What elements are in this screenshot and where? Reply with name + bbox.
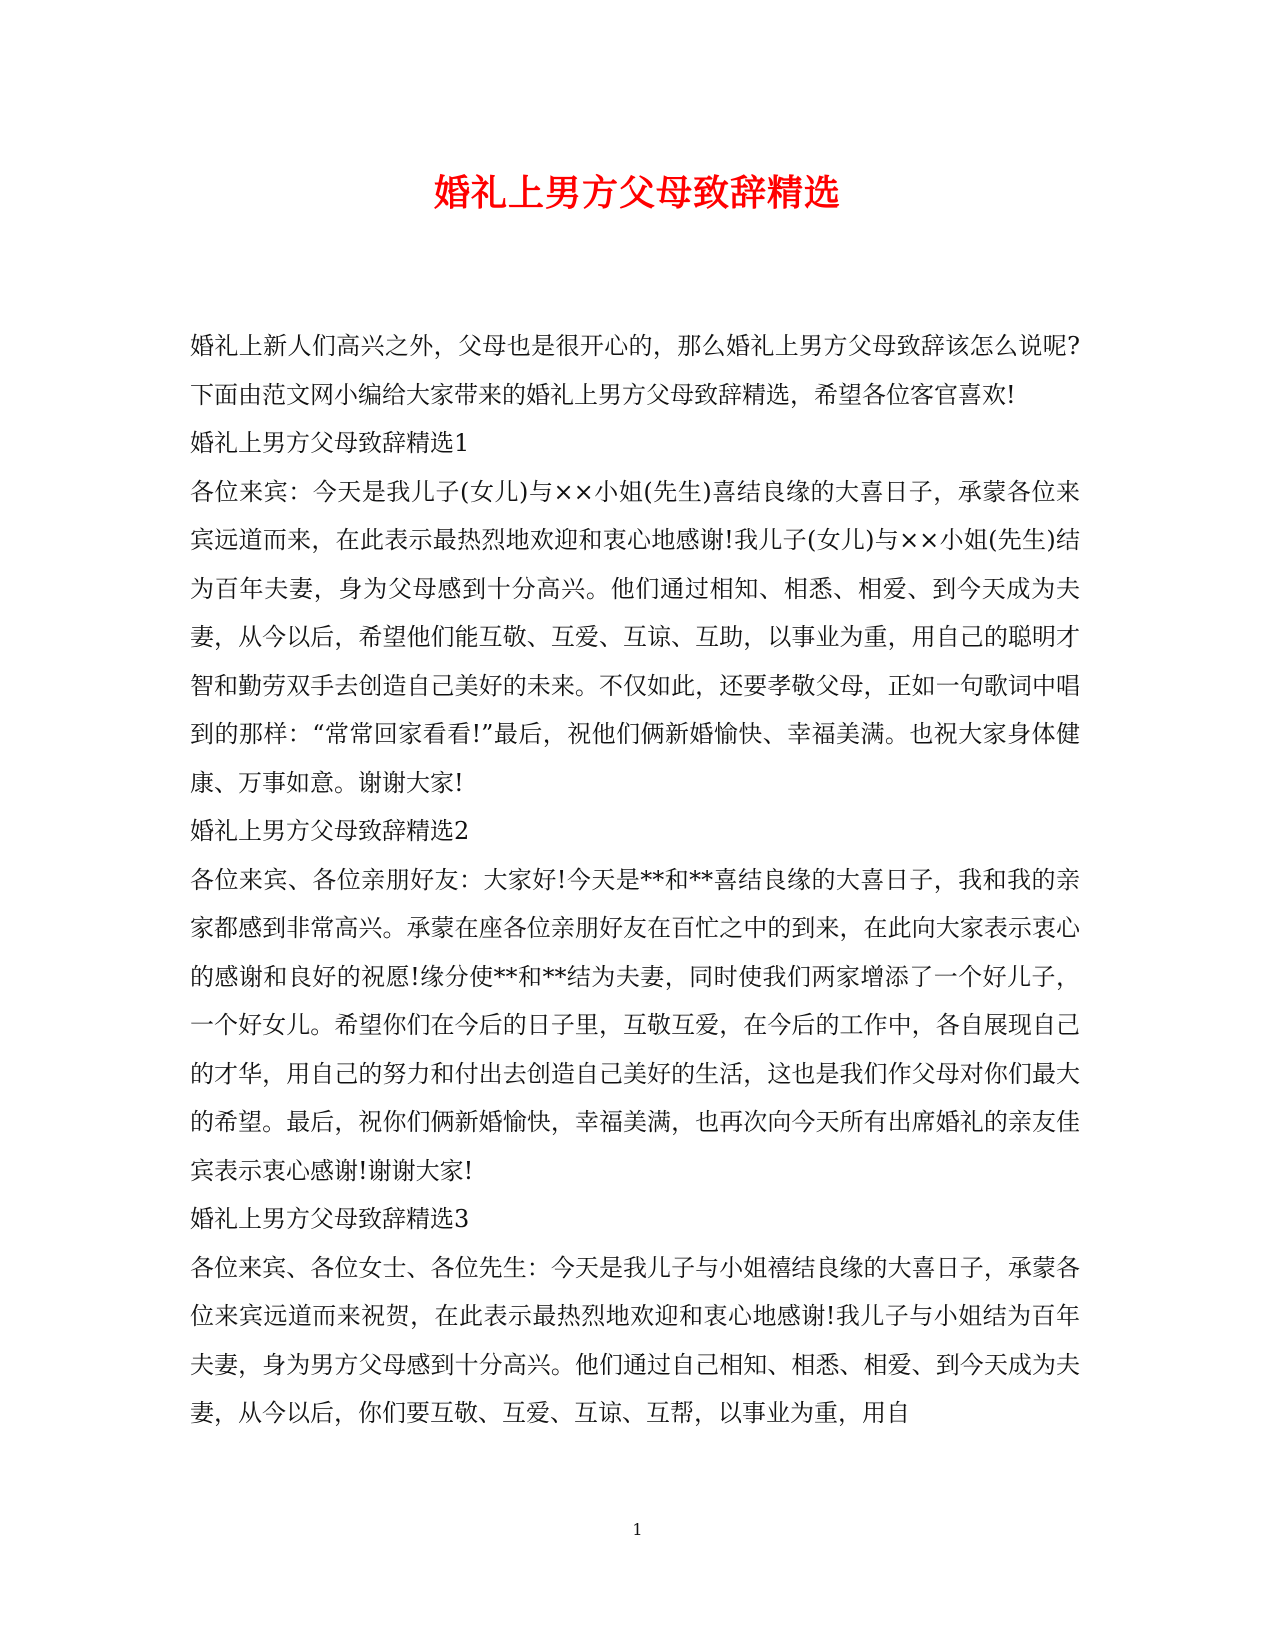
intro-paragraph: 婚礼上新人们高兴之外，父母也是很开心的，那么婚礼上男方父母致辞该怎么说呢?下面由范文网小编给大家带来的婚礼上男方父母致辞精选，希望各位客官喜欢! — [190, 332, 1080, 409]
section-paragraph-3: 各位来宾、各位女士、各位先生：今天是我儿子与小姐禧结良缘的大喜日子，承蒙各位来宾远道而来祝贺，在此表示最热烈地欢迎和衷心地感谢!我儿子与小姐结为百年夫妻，身为男方父母感到十分高兴。他们通过自己相知、相悉、相爱、到今天成为夫妻，从今以后，你们要互敬、互爱、互谅、互帮，以事业为重，用自 — [190, 1253, 1080, 1427]
section-paragraph-2: 各位来宾、各位亲朋好友：大家好!今天是**和**喜结良缘的大喜日子，我和我的亲家都感到非常高兴。承蒙在座各位亲朋好友在百忙之中的到来，在此向大家表示衷心的感谢和良好的祝愿!缘分使**和**结为夫妻，同时使我们两家增添了一个好儿子，一个好女儿。希望你们在今后的日子里，互敬互爱，在今后的工作中，各自展现自己的才华，用自己的努力和付出去创造自己美好的生活，这也是我们作父母对你们最大的希望。最后，祝你们俩新婚愉快，幸福美满，也再次向今天所有出席婚礼的亲友佳宾表示衷心感谢!谢谢大家! — [190, 865, 1080, 1185]
section-heading-2: 婚礼上男方父母致辞精选2 — [190, 817, 470, 845]
document-title: 婚礼上男方父母致辞精选 — [433, 172, 841, 214]
page-number: 1 — [632, 1520, 643, 1539]
section-paragraph-1: 各位来宾：今天是我儿子(女儿)与××小姐(先生)喜结良缘的大喜日子，承蒙各位来宾远道而来，在此表示最热烈地欢迎和衷心地感谢!我儿子(女儿)与××小姐(先生)结为百年夫妻，身为父母感到十分高兴。他们通过相知、相悉、相爱、到今天成为夫妻，从今以后，希望他们能互敬、互爱、互谅、互助，以事业为重，用自己的聪明才智和勤劳双手去创造自己美好的未来。不仅如此，还要孝敬父母，正如一句歌词中唱到的那样：“常常回家看看!”最后，祝他们俩新婚愉快、幸福美满。也祝大家身体健康、万事如意。谢谢大家! — [190, 477, 1080, 797]
document-body — [190, 322, 1080, 1438]
section-heading-1: 婚礼上男方父母致辞精选1 — [190, 429, 470, 457]
section-heading-3: 婚礼上男方父母致辞精选3 — [190, 1205, 470, 1233]
